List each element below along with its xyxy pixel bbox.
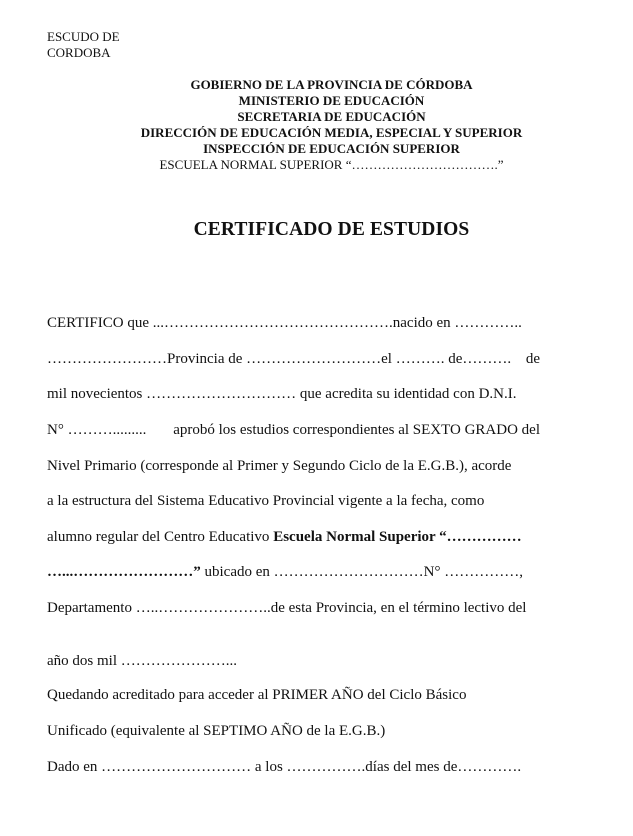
header-ministry: MINISTERIO DE EDUCACIÓN xyxy=(238,93,425,108)
body-line-2: ……………………Provincia de ………………………el ………. de………. de xyxy=(47,351,540,367)
body-line-12: Unificado (equivalente al SEPTIMO AÑO de la E.G.B.) xyxy=(47,723,386,739)
body-line-1: CERTIFICO que ...……………………………………….nacido en ………….. xyxy=(47,315,522,331)
body-line-9: Departamento …..…………………..de esta Provincia, en el término lectivo del xyxy=(47,600,527,616)
body-line-10: año dos mil …………………... xyxy=(47,653,237,669)
body-line-7: alumno regular del Centro Educativo Escuela Normal Superior “…………… xyxy=(47,529,522,545)
body-line-4: N° ………......... aprobó los estudios correspondientes al SEXTO GRADO del xyxy=(47,422,540,438)
document-title: CERTIFICADO DE ESTUDIOS xyxy=(193,219,470,240)
body-line-5: Nivel Primario (corresponde al Primer y Segundo Ciclo de la E.G.B.), acorde xyxy=(47,458,512,474)
header-secretariat: SECRETARIA DE EDUCACIÓN xyxy=(237,109,426,124)
body-line-3: mil novecientos ………………………… que acredita su identidad con D.N.I. xyxy=(47,386,517,402)
body-line-8: …...……………………” ubicado en …………………………N° ……………, xyxy=(47,564,523,580)
institution-header xyxy=(0,77,633,173)
body-line-6: a la estructura del Sistema Educativo Provincial vigente a la fecha, como xyxy=(47,493,485,509)
header-government: GOBIERNO DE LA PROVINCIA DE CÓRDOBA xyxy=(190,77,473,92)
crest-line-2: CORDOBA xyxy=(47,45,111,60)
header-directorate: DIRECCIÓN DE EDUCACIÓN MEDIA, ESPECIAL Y SUPERIOR xyxy=(140,125,523,140)
header-inspection: INSPECCIÓN DE EDUCACIÓN SUPERIOR xyxy=(203,141,460,156)
crest-placeholder-label xyxy=(47,29,120,61)
body-line-11: Quedando acreditado para acceder al PRIMER AÑO del Ciclo Básico xyxy=(47,687,467,703)
crest-line-1: ESCUDO DE xyxy=(47,29,120,44)
body-line-13: Dado en ………………………… a los …………….días del mes de…………. xyxy=(47,759,522,775)
header-school: ESCUELA NORMAL SUPERIOR “…………………………….” xyxy=(159,157,504,172)
